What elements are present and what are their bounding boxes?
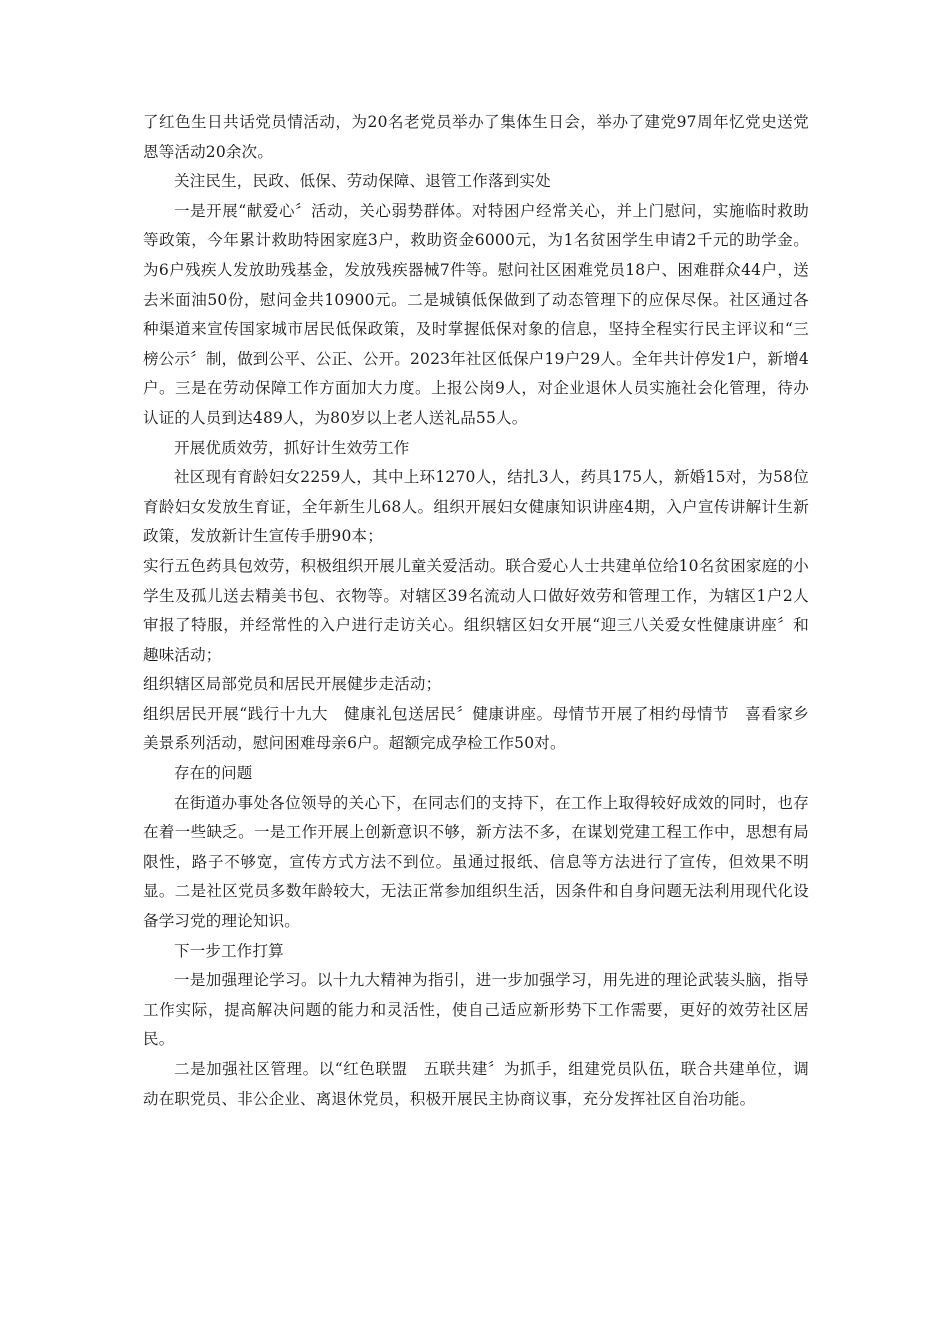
section-heading-livelihood: 关注民生，民政、低保、劳动保障、退管工作落到实处 xyxy=(174,172,551,191)
section-heading-family-planning: 开展优质效劳，抓好计生效劳工作 xyxy=(174,438,410,457)
section-heading-next-steps: 下一步工作打算 xyxy=(174,941,284,960)
paragraph-theory-study: 一是加强理论学习。以十九大精神为指引，进一步加强学习，用先进的理论武装头脑，指导工作实际，提高解决问题的能力和灵活性，使自己适应新形势下工作需要，更好的效劳社区居民。 xyxy=(143,971,809,1049)
paragraph-party-activities: 了红色生日共话党员情活动，为20名老党员举办了集体生日会，举办了建党97周年忆党史送党恩等活动20余次。 xyxy=(143,113,809,161)
paragraph-walking-activity: 组织辖区局部党员和居民开展健步走活动； xyxy=(143,675,442,694)
section-heading-problems: 存在的问题 xyxy=(174,764,253,783)
document-body xyxy=(143,108,809,1114)
paragraph-family-planning: 社区现有育龄妇女2259人，其中上环1270人，结扎3人，药具175人，新婚15对，为58位育龄妇女发放生育证，全年新生儿68人。组织开展妇女健康知识讲座4期，入户宣传讲解计生新政策，发放新计生宣传手册90本； xyxy=(143,468,809,546)
paragraph-child-care: 实行五色药具包效劳，积极组织开展儿童关爱活动。联合爱心人士共建单位给10名贫困家庭的小学生及孤儿送去精美书包、衣物等。对辖区39名流动人口做好效劳和管理工作，为辖区1户2人审报了特服，并经常性的入户进行走访关心。组织辖区妇女开展“迎三八关爱女性健康讲座〞和趣味活动； xyxy=(143,556,809,664)
paragraph-community-management: 二是加强社区管理。以“红色联盟 五联共建〞为抓手，组建党员队伍，联合共建单位，调动在职党员、非公企业、离退休党员，积极开展民主协商议事，充分发挥社区自治功能。 xyxy=(143,1060,809,1108)
paragraph-livelihood: 一是开展“献爱心〞活动，关心弱势群体。对特困户经常关心，并上门慰问，实施临时救助等政策，今年累计救助特困家庭3户，救助资金6000元，为1名贫困学生申请2千元的助学金。为6户残疾人发放助残基金，发放残疾器械7件等。慰问社区困难党员18户、困难群众44户，送去米面油50份，慰问金共10900元。二是城镇低保做到了动态管理下的应保尽保。社区通过各种渠道来宣传国家城市居民低保政策，及时掌握低保对象的信息，坚持全程实行民主评议和“三榜公示〞制，做到公平、公正、公开。2023年社区低保户19户29人。全年共计停发1户，新增4户。三是在劳动保障工作方面加大力度。上报公岗9人，对企业退休人员实施社会化管理，待办认证的人员到达489人，为80岁以上老人送礼品55人。 xyxy=(143,201,809,427)
paragraph-problems: 在街道办事处各位领导的关心下，在同志们的支持下，在工作上取得较好成效的同时，也存在着一些缺乏。一是工作开展上创新意识不够，新方法不多，在谋划党建工程工作中，思想有局限性，路子不够宽，宣传方式方法不到位。虽通过报纸、信息等方法进行了宣传，但效果不明显。二是社区党员多数年龄较大，无法正常参加组织生活，因条件和自身问题无法利用现代化设备学习党的理论知识。 xyxy=(143,793,809,931)
paragraph-health-lecture: 组织居民开展“践行十九大 健康礼包送居民〞健康讲座。母情节开展了相约母情节 喜看家乡美景系列活动，慰问困难母亲6户。超额完成孕检工作50对。 xyxy=(143,704,809,753)
